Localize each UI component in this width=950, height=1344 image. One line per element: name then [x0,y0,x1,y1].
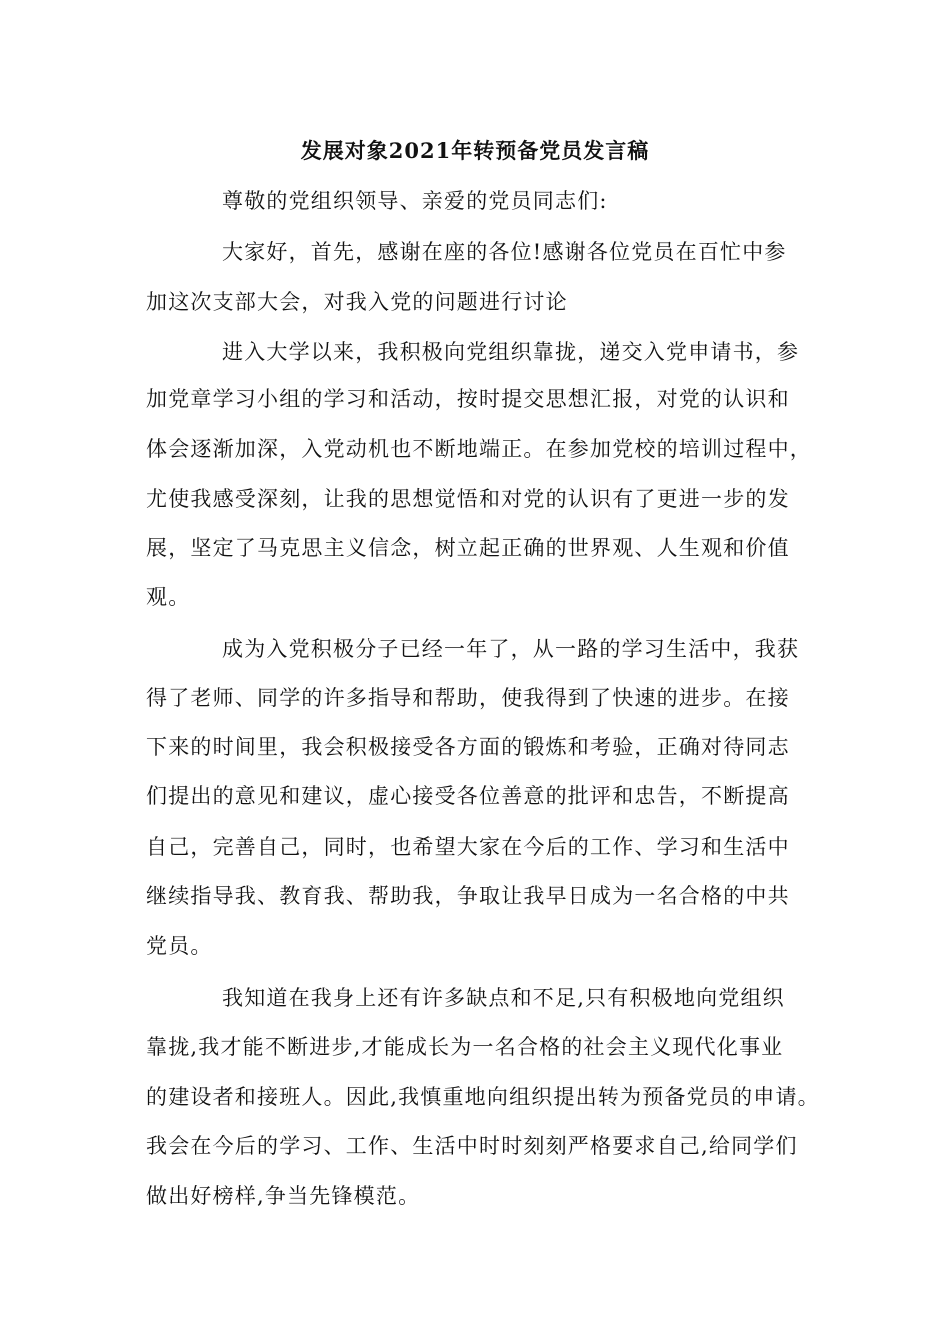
paragraph-4-line-2: 靠拢,我才能不断进步,才能成长为一名合格的社会主义现代化事业 [146,1035,784,1059]
paragraph-2-line-6: 观。 [146,585,191,609]
paragraph-4-line-4: 我会在今后的学习、工作、生活中时时刻刻严格要求自己,给同学们 [146,1134,798,1158]
salutation-line: 尊敬的党组织领导、亲爱的党员同志们: [222,189,608,213]
paragraph-2-line-5: 展，坚定了马克思主义信念，树立起正确的世界观、人生观和价值 [146,536,790,560]
paragraph-3-line-5: 自己，完善自己，同时，也希望大家在今后的工作、学习和生活中 [146,835,790,859]
document-title: 发展对象2021年转预备党员发言稿 [300,138,650,163]
paragraph-4-line-3: 的建设者和接班人。因此,我慎重地向组织提出转为预备党员的申请。 [146,1085,820,1109]
paragraph-2-line-1: 进入大学以来，我积极向党组织靠拢，递交入党申请书，参 [222,340,800,364]
paragraph-3-line-7: 党员。 [146,934,213,958]
paragraph-4-line-5: 做出好榜样,争当先锋模范。 [146,1184,421,1208]
paragraph-2-line-4: 尤使我感受深刻，让我的思想觉悟和对党的认识有了更进一步的发 [146,487,790,511]
paragraph-3-line-2: 得了老师、同学的许多指导和帮助，使我得到了快速的进步。在接 [146,686,790,710]
paragraph-1-line-2: 加这次支部大会，对我入党的问题进行讨论 [146,290,568,314]
paragraph-3-line-4: 们提出的意见和建议，虚心接受各位善意的批评和忠告，不断提高 [146,784,790,808]
paragraph-2-line-3: 体会逐渐加深，入党动机也不断地端正。在参加党校的培训过程中， [146,437,812,461]
paragraph-1-line-1: 大家好，首先，感谢在座的各位!感谢各位党员在百忙中参 [222,240,787,264]
paragraph-3-line-3: 下来的时间里，我会积极接受各方面的锻炼和考验，正确对待同志 [146,735,790,759]
paragraph-3-line-1: 成为入党积极分子已经一年了，从一路的学习生活中，我获 [222,637,800,661]
paragraph-3-line-6: 继续指导我、教育我、帮助我，争取让我早日成为一名合格的中共 [146,884,790,908]
paragraph-4-line-1: 我知道在我身上还有许多缺点和不足,只有积极地向党组织 [222,986,785,1010]
paragraph-2-line-2: 加党章学习小组的学习和活动，按时提交思想汇报，对党的认识和 [146,387,790,411]
